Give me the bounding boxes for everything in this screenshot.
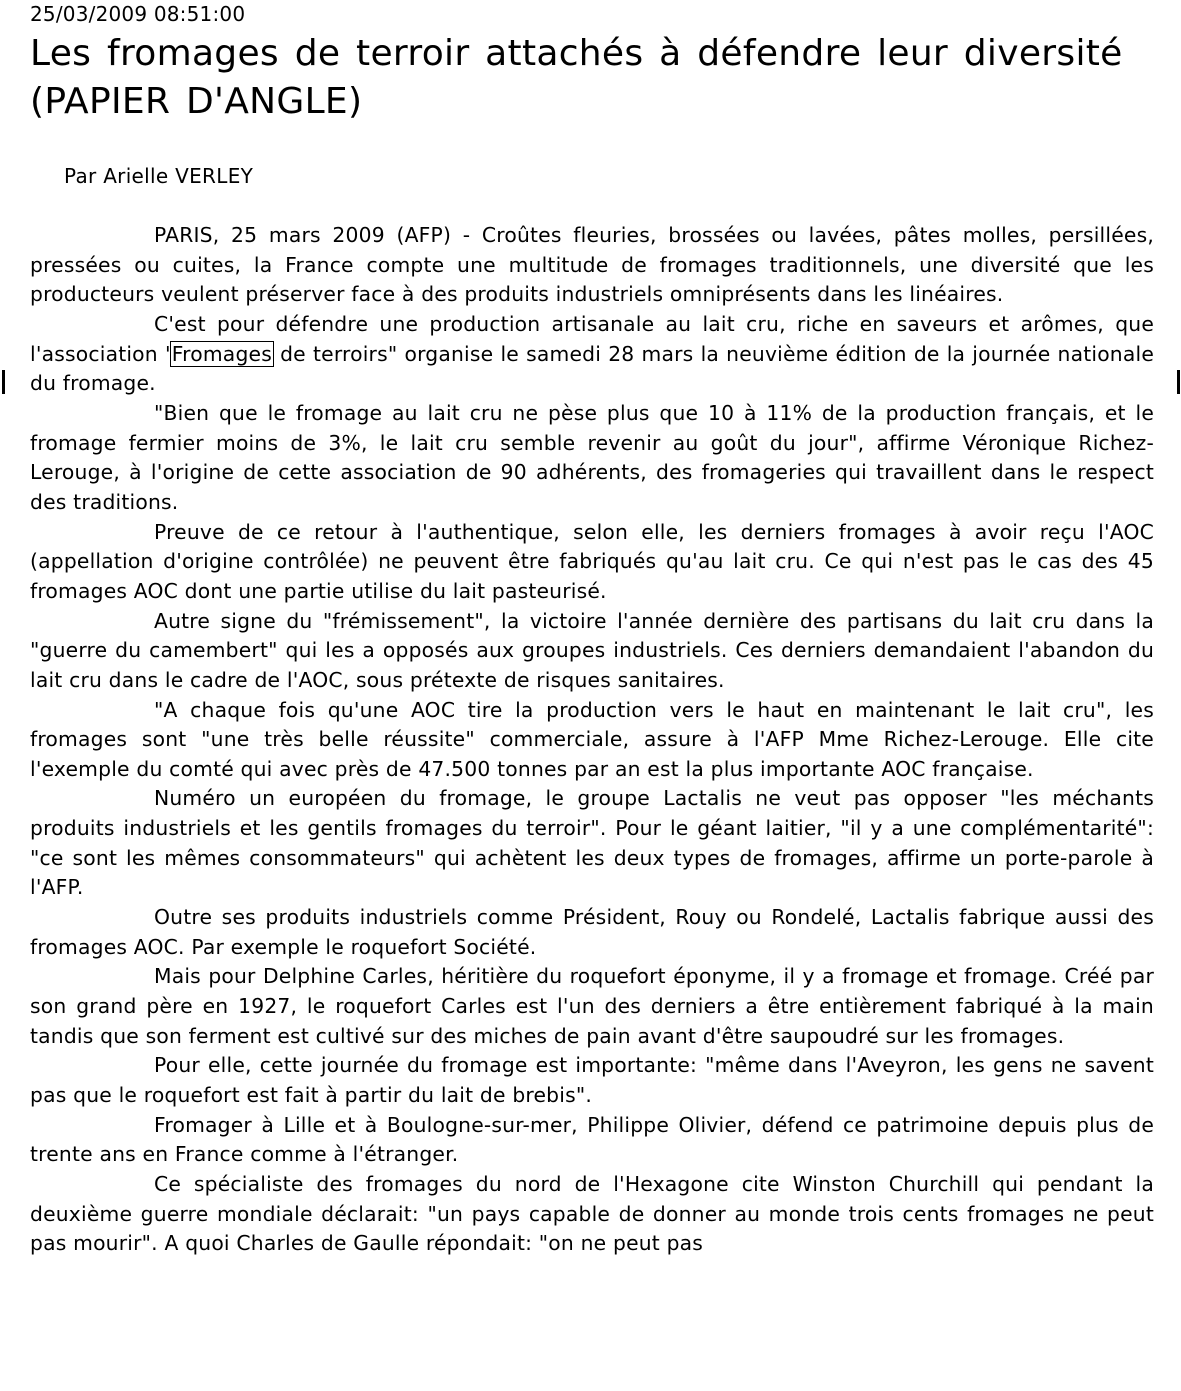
paragraph: Pour elle, cette journée du fromage est importante: "même dans l'Aveyron, les gens ne savent pas que le roquefort est fait à partir du lait de brebis". [30, 1053, 1154, 1108]
paragraph: Fromager à Lille et à Boulogne-sur-mer, Philippe Olivier, défend ce patrimoine depuis plus de trente ans en France comme à l'étranger. [30, 1112, 1154, 1167]
paragraph: PARIS, 25 mars 2009 (AFP) - Croûtes fleuries, brossées ou lavées, pâtes molles, persillées, pressées ou cuites, la France compte une multitude de fromages traditionnels, une diversité que les producteurs veulent préserver face à des produits industriels omniprésents dans les linéaires. [30, 223, 1154, 307]
highlighted-word[interactable]: Fromages [171, 341, 272, 366]
paragraph: Autre signe du "frémissement", la victoire l'année dernière des partisans du lait cru dans la "guerre du camembert" qui les a opposés aux groupes industriels. Ces derniers demandaient l'abandon du lait cru dans le cadre de l'AOC, sous prétexte de risques sanitaires. [30, 608, 1154, 692]
paragraph: Outre ses produits industriels comme Président, Rouy ou Rondelé, Lactalis fabrique aussi des fromages AOC. Par exemple le roquefort Société. [30, 905, 1154, 959]
paragraph: Numéro un européen du fromage, le groupe Lactalis ne veut pas opposer "les méchants produits industriels et les gentils fromages du terroir". Pour le géant laitier, "il y a une complémentarité": "ce sont les mêmes consommateurs" qui achètent les deux types de fromages, affirme un porte-parole à l'AFP. [30, 786, 1154, 900]
paragraph-text-before: C'est pour défendre une production artisanale au lait cru, riche en saveurs et arômes, que l'association ' [30, 311, 1154, 366]
article-body [30, 221, 1154, 1259]
paragraph: Mais pour Delphine Carles, héritière du roquefort éponyme, il y a fromage et fromage. Créé par son grand père en 1927, le roquefort Carles est l'un des derniers a être entièrement fabriqué à la main tandis que son ferment est cultivé sur des miches de pain avant d'être saupoudré sur les fromages. [30, 964, 1154, 1048]
paragraph: Preuve de ce retour à l'authentique, selon elle, les derniers fromages à avoir reçu l'AOC (appellation d'origine contrôlée) ne peuvent être fabriqués qu'au lait cru. Ce qui n'est pas le cas des 45 fromages AOC dont une partie utilise du lait pasteurisé. [30, 519, 1154, 603]
paragraph: "Bien que le fromage au lait cru ne pèse plus que 10 à 11% de la production français, et le fromage fermier moins de 3%, le lait cru semble revenir au goût du jour", affirme Véronique Richez-Lerouge, à l'origine de cette association de 90 adhérents, des fromageries qui travaillent dans le respect des traditions. [30, 400, 1154, 514]
paragraph-text-after: de terroirs" organise le samedi 28 mars la neuvième édition de la journée nationale du fromage. [30, 341, 1155, 396]
article-timestamp: 25/03/2009 08:51:00 [30, 2, 246, 26]
paragraph: "A chaque fois qu'une AOC tire la production vers le haut en maintenant le lait cru", les fromages sont "une très belle réussite" commerciale, assure à l'AFP Mme Richez-Lerouge. Elle cite l'exemple du comté qui avec près de 47.500 tonnes par an est la plus importante AOC française. [30, 697, 1154, 781]
article-title: Les fromages de terroir attachés à défendre leur diversité (PAPIER D'ANGLE) [30, 33, 1123, 122]
paragraph: Ce spécialiste des fromages du nord de l'Hexagone cite Winston Churchill qui pendant la deuxième guerre mondiale déclarait: "un pays capable de donner au monde trois cents fromages ne peut pas mourir". A quoi Charles de Gaulle répondait: "on ne peut pas [30, 1172, 1154, 1256]
margin-change-bar-right [1177, 370, 1180, 394]
margin-change-bar-left [2, 370, 5, 394]
paragraph-with-highlight [30, 310, 1154, 399]
article-byline: Par Arielle VERLEY [64, 164, 254, 188]
